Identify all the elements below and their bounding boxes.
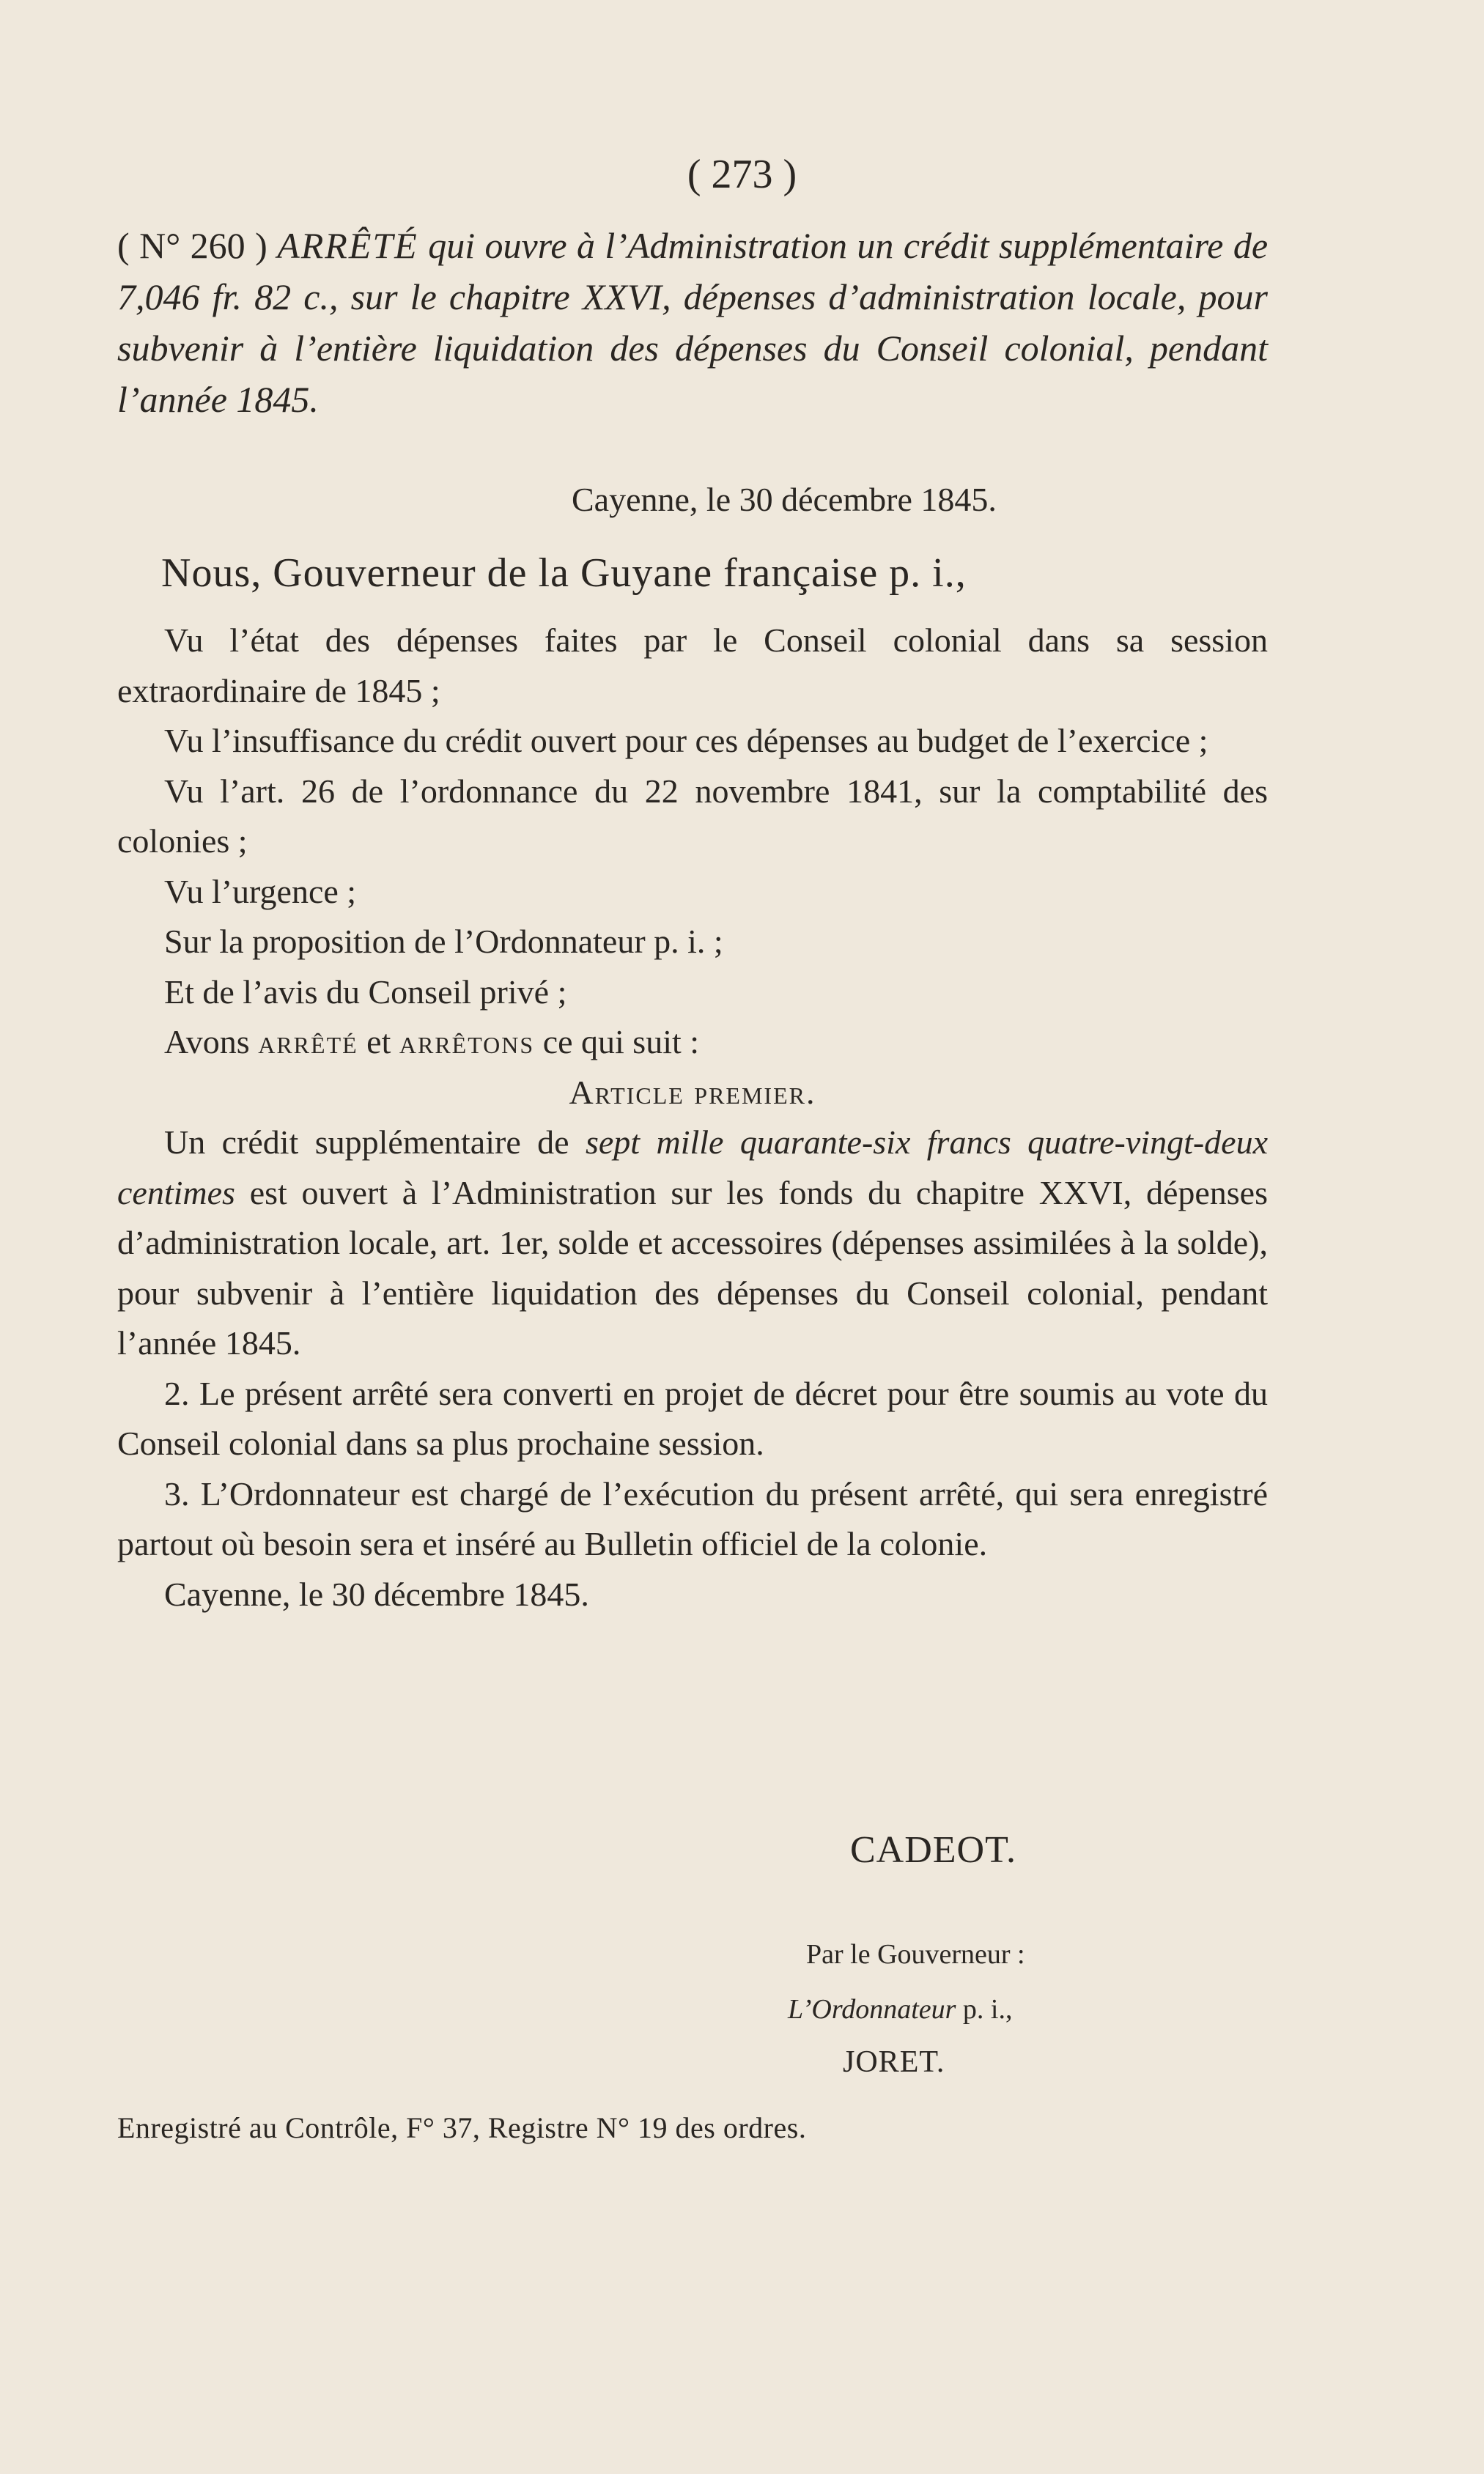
ordonnateur-title: L’Ordonnateur <box>788 1994 956 2025</box>
decree-title <box>117 220 1268 425</box>
decree-type: ARRÊTÉ <box>277 225 418 266</box>
registration-note: Enregistré au Contrôle, F° 37, Registre N° 19 des ordres. <box>117 2111 807 2144</box>
article-2: 2. Le présent arrêté sera converti en projet de décret pour être soumis au vote du Conseil colonial dans sa plus prochaine session. <box>117 1374 1268 1462</box>
dateline: Cayenne, le 30 décembre 1845. <box>572 481 997 518</box>
enacting-arrete: arrêté <box>258 1023 358 1060</box>
preamble-item: Vu l’art. 26 de l’ordonnance du 22 novembre 1841, sur la comptabilité des colonies ; <box>117 772 1268 860</box>
preamble-item: Sur la proposition de l’Ordonnateur p. i. ; <box>164 923 723 960</box>
par-le-gouverneur: Par le Gouverneur : <box>806 1939 1025 1970</box>
enacting-formula <box>117 1017 1268 1068</box>
signature-governor: CADEOT. <box>850 1829 1017 1871</box>
ordonnateur-suffix: p. i., <box>962 1994 1013 2025</box>
opening-formula: Nous, Gouverneur de la Guyane française p. i., <box>161 550 967 596</box>
decree-description: qui ouvre à l’Administration un crédit supplémentaire de 7,046 fr. 82 c., sur le chapitre XXVI, dépenses d’administration locale, pour subvenir à l’entière liquidation des dépenses du Conseil colonial, pendant l’année 1845. <box>117 225 1269 420</box>
closing-date: Cayenne, le 30 décembre 1845. <box>164 1575 589 1613</box>
article-1 <box>117 1118 1268 1369</box>
enacting-prefix: Avons <box>164 1023 250 1060</box>
enacting-suffix: ce qui suit : <box>542 1023 700 1060</box>
preamble-item: Et de l’avis du Conseil privé ; <box>164 972 567 1011</box>
preamble-item: Vu l’insuffisance du crédit ouvert pour ces dépenses au budget de l’exercice ; <box>164 722 1208 759</box>
preamble-item: Vu l’urgence ; <box>164 872 357 910</box>
enacting-et: et <box>366 1023 391 1060</box>
article-3: 3. L’Ordonnateur est chargé de l’exécution du présent arrêté, qui sera enregistré partout où besoin sera et inséré au Bulletin officiel de la colonie. <box>117 1474 1268 1562</box>
signature-ordonnateur: JORET. <box>843 2045 945 2079</box>
ordonnateur-line <box>788 1993 1012 2026</box>
page-number: ( 273 ) <box>687 152 797 197</box>
enacting-arretons: arrêtons <box>399 1023 535 1060</box>
article-heading: Article premier. <box>569 1073 816 1111</box>
decree-number: ( N° 260 ) <box>117 225 267 266</box>
article-1-after: est ouvert à l’Administration sur les fonds du chapitre XXVI, dépenses d’administration locale, art. 1er, solde et accessoires (dépenses assimilées à la solde), pour subvenir à l’entière liquidation des dépenses du Conseil colonial, pendant l’année 1845. <box>117 1173 1268 1362</box>
article-1-before: Un crédit supplémentaire de <box>164 1123 569 1161</box>
article-1-amount: sept mille quarante-six francs quatre-vingt-deux centimes <box>117 1123 1269 1211</box>
preamble-item: Vu l’état des dépenses faites par le Conseil colonial dans sa session extraordinaire de 1845 ; <box>117 621 1268 709</box>
decree-body <box>117 616 1268 1620</box>
